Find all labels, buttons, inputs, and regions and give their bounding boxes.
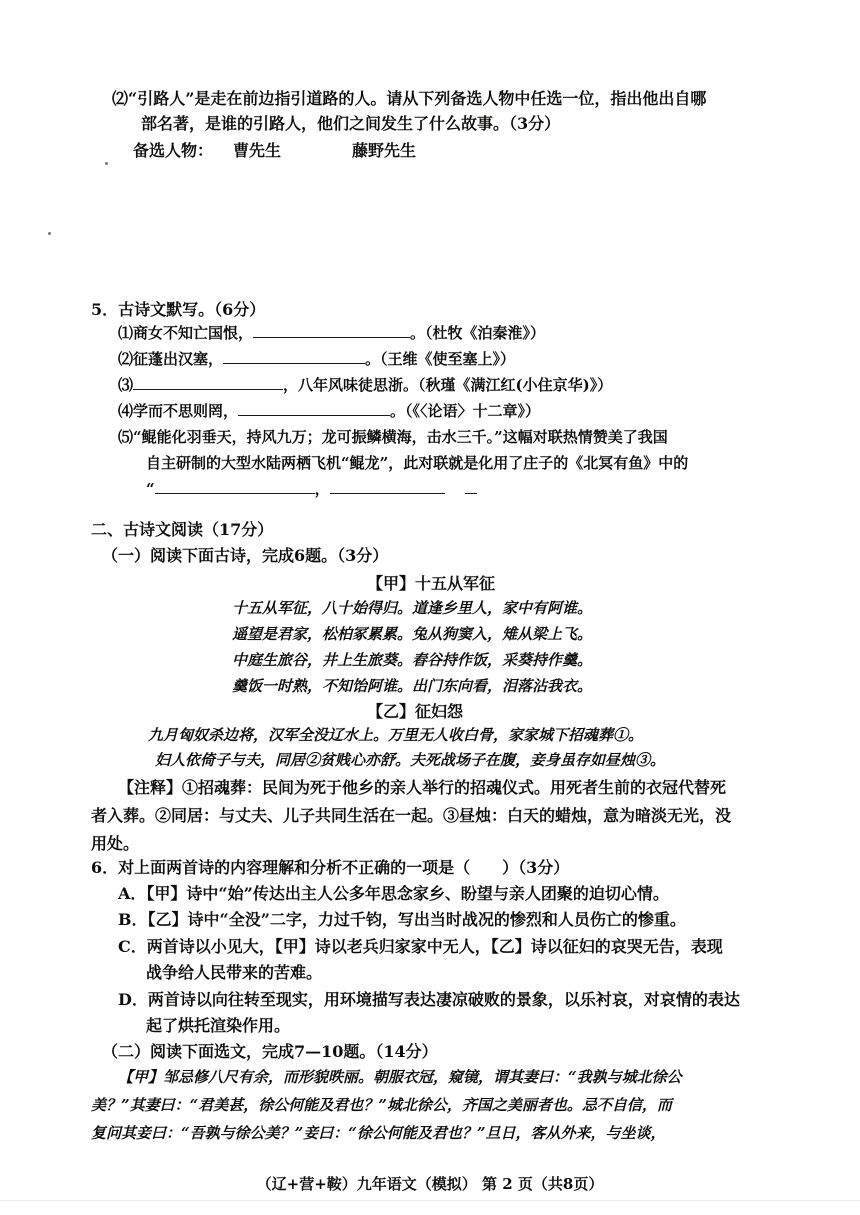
q5-item3-blank[interactable] — [133, 375, 283, 390]
q6-stem: 6．对上面两首诗的内容理解和分析不正确的一项是（ ）（3分） — [91, 858, 570, 877]
q6-option-d-line1[interactable]: D．两首诗以向往转至现实，用环境描写表达凄凉破败的景象，以乐衬哀，对哀情的表达 — [118, 990, 740, 1009]
poem-a-line-3: 中庭生旅谷，井上生旅葵。舂谷持作饭，采葵持作羹。 — [232, 651, 593, 669]
sub2-text-line3: 复问其妾曰：“吾孰与徐公美？”妾曰：“徐公何能及君也？”旦日，客从外来，与坐谈， — [91, 1124, 666, 1142]
q5-item5-blank-2[interactable] — [330, 479, 445, 494]
q5-item5-comma: ， — [314, 480, 330, 498]
section2-title: 二、古诗文阅读（17分） — [91, 520, 274, 539]
q5-item5-line3 — [146, 478, 477, 499]
q5-item2-post: 。（王维《使至塞上》） — [365, 350, 516, 368]
q6-option-b[interactable]: B．【乙】诗中“全没”二字，力过千钧，写出当时战况的惨烈和人员伤亡的惨重。 — [118, 910, 686, 929]
q5-item5-blank-1[interactable] — [155, 479, 315, 494]
scan-edge — [0, 1200, 860, 1201]
q4-candidate-1: 曹先生 — [233, 141, 282, 160]
q5-item3-post: ，八年风味徒思浙。（秋瑾《满江红(小住京华)》） — [283, 376, 613, 394]
poem-note-line1: 【注释】①招魂葬：民间为死于他乡的亲人举行的招魂仪式。用死者生前的衣冠代替死 — [118, 778, 727, 797]
q4-candidate-2: 藤野先生 — [352, 141, 417, 160]
scan-speck — [48, 232, 51, 235]
q5-item4-post: 。（《〈论语〉十二章》） — [390, 402, 541, 420]
poem-b-line-2: 妇人依倚子与夫，同居②贫贱心亦舒。夫死战场子在腹，妾身虽存如昼烛③。 — [155, 751, 666, 769]
poem-a-title: 【甲】十五从军征 — [367, 574, 496, 593]
q5-item1-post: 。（杜牧《泊秦淮》） — [410, 324, 546, 342]
q6-option-a[interactable]: A．【甲】诗中“始”传达出主人公多年思念家乡、盼望与亲人团聚的迫切心情。 — [118, 884, 669, 903]
q5-item3 — [118, 374, 612, 395]
q5-item4 — [118, 400, 540, 421]
q5-item2 — [118, 348, 515, 369]
poem-note-line2: 者入葬。②同居：与丈夫、儿子共同生活在一起。③昼烛：白天的蜡烛，意为暗淡无光，没 — [91, 806, 732, 825]
poem-a-line-4: 羹饭一时熟，不知饴阿谁。出门东向看，泪落沾我衣。 — [232, 677, 593, 695]
section2-sub1: （一）阅读下面古诗，完成6题。（3分） — [102, 546, 389, 565]
q4-line2: 部名著，是谁的引路人，他们之间发生了什么故事。（3分） — [141, 114, 561, 133]
sub2-text-line1: 【甲】邹忌修八尺有余，而形貌昳丽。朝服衣冠，窥镜，谓其妻曰：“我孰与城北徐公 — [118, 1068, 682, 1086]
q5-item5-blank-3[interactable] — [465, 479, 477, 494]
sub2-title: （二）阅读下面选文，完成7—10题。（14分） — [102, 1042, 438, 1061]
q5-item5-open-quote: “ — [146, 480, 155, 498]
q4-line1: ⑵“引路人”是走在前边指引道路的人。请从下列备选人物中任选一位，指出他出自哪 — [112, 89, 707, 108]
q5-item5-line2: 自主研制的大型水陆两栖飞机“鲲龙”，此对联就是化用了庄子的《北冥有鱼》中的 — [146, 454, 689, 472]
q5-item4-pre: ⑷学而不思则罔， — [118, 402, 239, 420]
q6-option-c-line2: 战争给人民带来的苦难。 — [146, 963, 323, 982]
q5-item5-line1: ⑸“鲲能化羽垂天，持风九万；龙可振鳞横海，击水三千。”这幅对联热情赞美了我国 — [118, 428, 668, 446]
q6-option-d-line2: 起了烘托渲染作用。 — [146, 1016, 291, 1035]
q5-item4-blank[interactable] — [238, 401, 390, 416]
poem-b-line-1: 九月匈奴杀边将，汉军全没辽水上。万里无人收白骨，家家城下招魂葬①。 — [148, 726, 644, 744]
poem-note-line3: 用处。 — [91, 834, 140, 853]
q5-title: 5．古诗文默写。（6分） — [91, 300, 266, 319]
q5-item2-pre: ⑵征蓬出汉塞， — [118, 350, 224, 368]
poem-a-line-2: 遥望是君家，松柏冢累累。兔从狗窦入，雉从梁上飞。 — [232, 625, 593, 643]
scan-speck — [105, 162, 108, 165]
q6-option-c-line1[interactable]: C．两首诗以小见大，【甲】诗以老兵归家家中无人，【乙】诗以征妇的哀哭无告，表现 — [118, 937, 723, 956]
q4-candidates-label: 备选人物： — [133, 141, 214, 160]
q5-item1 — [118, 322, 545, 343]
q5-item1-pre: ⑴商女不知亡国恨， — [118, 324, 254, 342]
poem-b-title: 【乙】征妇怨 — [367, 702, 464, 721]
q5-item1-blank[interactable] — [253, 323, 410, 338]
sub2-text-line2: 美？”其妻曰：“君美甚，徐公何能及君也？”城北徐公，齐国之美丽者也。忌不自信，而 — [91, 1096, 672, 1114]
poem-a-line-1: 十五从军征，八十始得归。道逢乡里人，家中有阿谁。 — [232, 599, 593, 617]
q5-item2-blank[interactable] — [223, 349, 365, 364]
page-footer: （辽+营+鞍）九年语文（模拟） 第 2 页（共8页） — [256, 1175, 604, 1193]
q5-item3-pre: ⑶ — [118, 376, 134, 394]
